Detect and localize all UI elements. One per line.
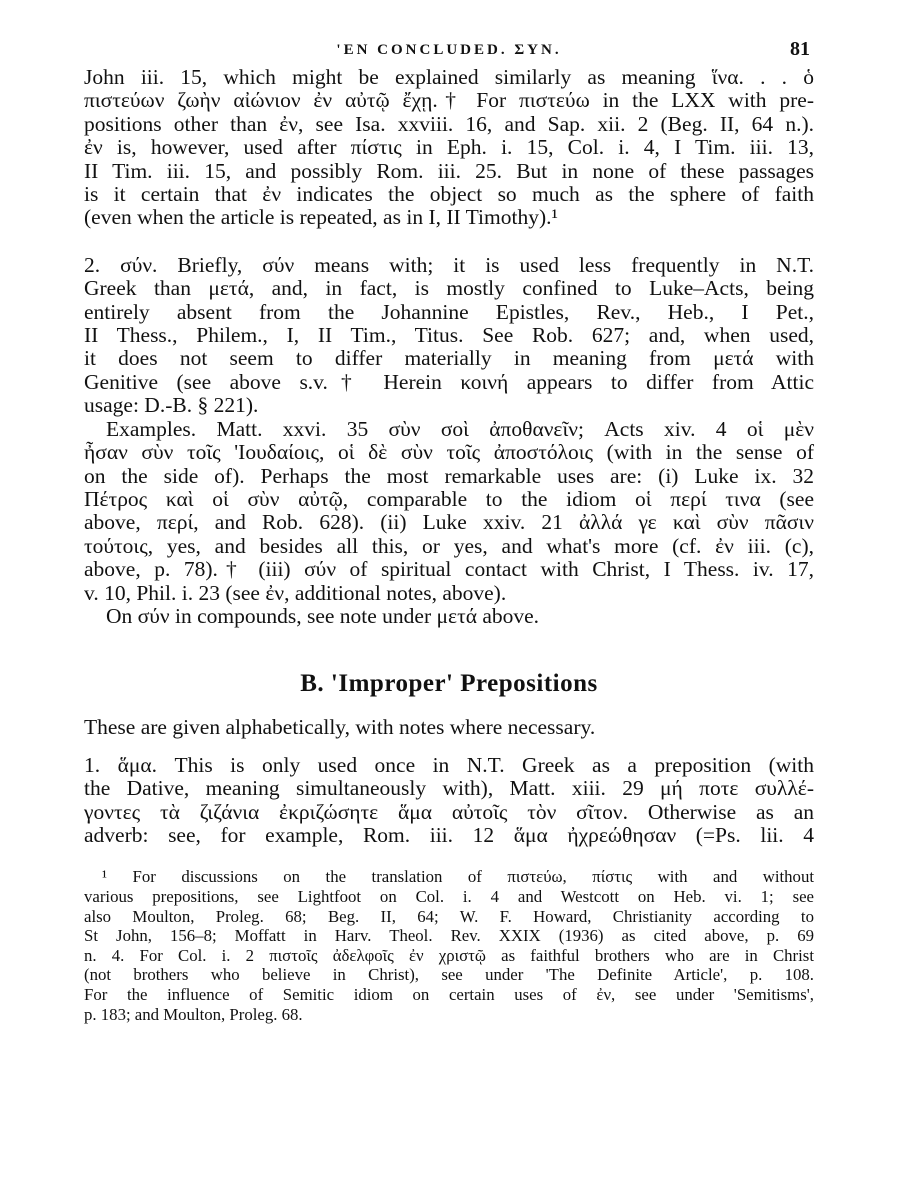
text-line: is it certain that ἐν indicates the object so much as the sphere of faith (84, 182, 814, 207)
paragraph-syn (84, 254, 814, 418)
running-head: 'EN CONCLUDED. ΣΥΝ. (336, 42, 562, 58)
text-line: 1. ἅμα. This is only used once in N.T. Greek as a preposition (with (84, 752, 814, 777)
text-line: entirely absent from the Johannine Epistles, Rev., Heb., I Pet., (84, 299, 814, 324)
text-line: usage: D.-B. § 221). (84, 393, 259, 418)
text-line: (even when the article is repeated, as in I, II Timothy).¹ (84, 205, 558, 230)
section-heading: B. 'Improper' Prepositions (300, 670, 598, 698)
text-line: v. 10, Phil. i. 23 (see ἐν, additional notes, above). (84, 580, 507, 605)
text-line: II Thess., Philem., I, II Tim., Titus. See Rob. 627; and, when used, (84, 323, 814, 348)
text-line: Πέτρος καὶ οἱ σὺν αὐτῷ, comparable to the idiom οἱ περί τινα (see (84, 486, 814, 511)
text-line: Greek than μετά, and, in fact, is mostly confined to Luke–Acts, being (84, 276, 814, 301)
footnote-line: n. 4. For Col. i. 2 πιστοῖς ἀδελφοῖς ἐν χριστῷ as faithful brothers who are in Christ (84, 945, 814, 965)
text-line: on the side of). Perhaps the most remarkable uses are: (i) Luke ix. 32 (84, 463, 814, 488)
text-line: positions other than ἐν, see Isa. xxviii. 16, and Sap. xii. 2 (Beg. II, 64 n.). (84, 111, 814, 136)
footnote-line: p. 183; and Moulton, Proleg. 68. (84, 1004, 303, 1024)
footnote-line: St John, 156–8; Moffatt in Harv. Theol. Rev. XXIX (1936) as cited above, p. 69 (84, 926, 814, 946)
book-page (84, 36, 814, 1024)
text-line: γοντες τὰ ζιζάνια ἐκριζώσητε ἅμα αὐτοῖς τὸν σῖτον. Otherwise as an (84, 799, 814, 824)
paragraph-examples (84, 418, 814, 605)
paragraph-hama (84, 754, 814, 848)
paragraph-intro: These are given alphabetically, with notes where necessary. (84, 715, 596, 740)
text-line: II Tim. iii. 15, and possibly Rom. iii. 25. But in none of these passages (84, 158, 814, 183)
text-line: ἐν is, however, used after πίστις in Eph. i. 15, Col. i. 4, I Tim. iii. 13, (84, 135, 814, 160)
text-line: Genitive (see above s.v.† Herein κοινή appears to differ from Attic (84, 369, 814, 394)
text-line: John iii. 15, which might be explained similarly as meaning ἵνα. . . ὁ (84, 65, 814, 89)
footnote-line: (not brothers who believe in Christ), see under 'The Definite Article', p. 108. (84, 965, 814, 985)
footnote-line: ¹ For discussions on the translation of πιστεύω, πίστις with and without (102, 867, 814, 887)
text-line: adverb: see, for example, Rom. iii. 12 ἅμα ἠχρεώθησαν (=Ps. lii. 4 (84, 822, 814, 847)
text-line: πιστεύων ζωὴν αἰώνιον ἐν αὐτῷ ἔχῃ.† For πιστεύω in the LXX with pre- (84, 88, 814, 113)
footnote-line: also Moulton, Proleg. 68; Beg. II, 64; W. F. Howard, Christianity according to (84, 906, 814, 926)
text-line: it does not seem to differ materially in meaning from μετά with (84, 346, 814, 371)
page-number: 81 (790, 38, 810, 60)
text-line: the Dative, meaning simultaneously with), Matt. xiii. 29 μή ποτε συλλέ- (84, 776, 814, 801)
page-header (84, 36, 814, 66)
footnote-line: various prepositions, see Lightfoot on Col. i. 4 and Westcott on Heb. vi. 1; see (84, 886, 814, 906)
text-line: 2. σύν. Briefly, σύν means with; it is used less frequently in N.T. (84, 252, 814, 277)
text-line: above, περί, and Rob. 628). (ii) Luke xxiv. 21 ἀλλά γε καὶ σὺν πᾶσιν (84, 510, 814, 535)
footnote-line: For the influence of Semitic idiom on certain uses of ἐν, see under 'Semitisms', (84, 984, 814, 1004)
text-line: ἦσαν σὺν τοῖς 'Ιουδαίοις, οἱ δὲ σὺν τοῖς ἀποστόλοις (with in the sense of (84, 440, 814, 465)
paragraph-en-conclusion (84, 66, 814, 230)
text-line: τούτοις, yes, and besides all this, or yes, and what's more (cf. ἐν iii. (c), (84, 533, 814, 558)
text-line: Examples. Matt. xxvi. 35 σὺν σοὶ ἀποθανεῖν; Acts xiv. 4 οἱ μὲν (106, 416, 814, 441)
footnote (84, 867, 814, 1024)
text-line: above, p. 78).† (iii) σύν of spiritual contact with Christ, I Thess. iv. 17, (84, 557, 814, 582)
paragraph-compounds: On σύν in compounds, see note under μετά above. (106, 603, 540, 628)
